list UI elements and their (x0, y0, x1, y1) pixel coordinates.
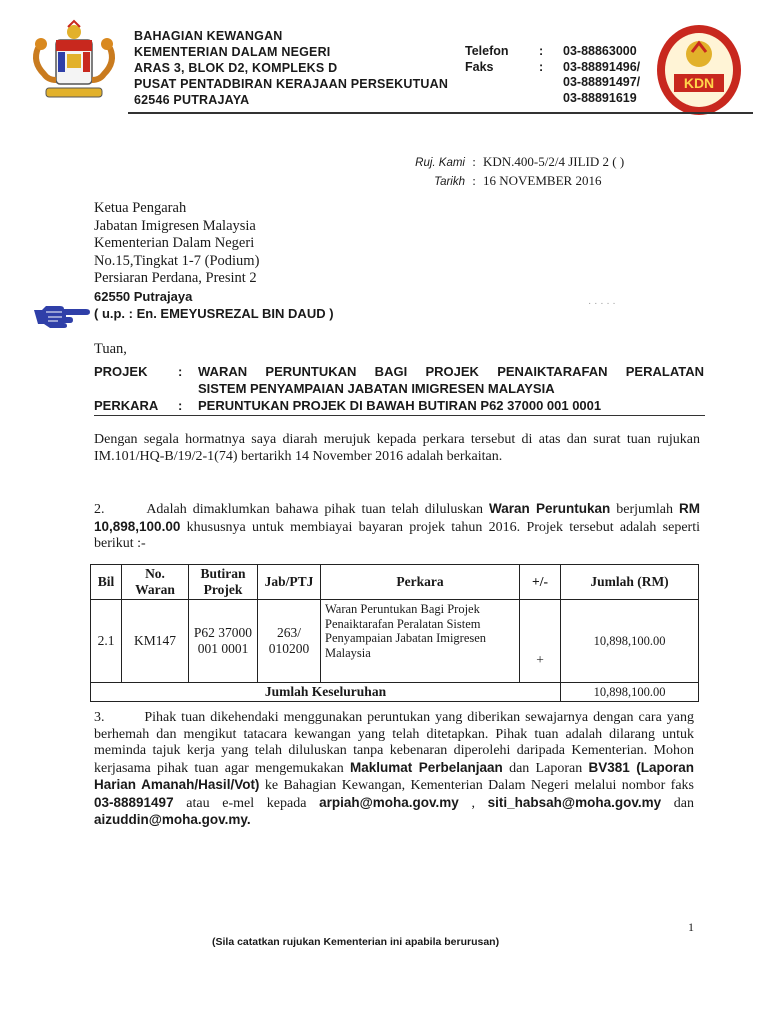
paragraph-number: 3. (94, 710, 105, 725)
faks-value: 03-88891619 (563, 90, 637, 105)
table-row (91, 600, 699, 683)
waran-table (90, 564, 699, 702)
colon: : (178, 398, 183, 413)
column-header: No. Waran (122, 565, 189, 600)
subject-divider (94, 415, 705, 416)
amount-text: RM 10,898,100.00 (94, 501, 700, 534)
email-address: aizuddin@moha.gov.my. (94, 812, 251, 827)
recipient-line: Ketua Pengarah (94, 200, 187, 216)
fax-number: 03-88891497 (94, 794, 174, 810)
projek-label: PROJEK (94, 364, 148, 379)
address-line: PUSAT PENTADBIRAN KERAJAAN PERSEKUTUAN (134, 77, 449, 91)
cell-no-waran: KM147 (122, 600, 189, 683)
footer-note: (Sila catatkan rujukan Kementerian ini apabila berurusan) (212, 936, 500, 948)
paragraph-text: , (458, 795, 488, 811)
colon: : (539, 44, 544, 58)
ruj-kami-label: Ruj. Kami (415, 157, 465, 169)
address-line: ARAS 3, BLOK D2, KOMPLEKS D (134, 61, 338, 75)
recipient-attention: ( u.p. : En. EMEYUSREZAL BIN DAUD ) (94, 306, 334, 321)
paragraph-text: dan Laporan (502, 760, 589, 776)
column-header: Jumlah (RM) (561, 565, 699, 600)
letterhead-address (134, 28, 448, 108)
address-line: KEMENTERIAN DALAM NEGERI (134, 45, 331, 59)
paragraph-text: atau e-mel kepada (173, 795, 320, 811)
perkara-label: PERKARA (94, 398, 159, 413)
total-value: 10,898,100.00 (561, 683, 699, 702)
total-label: Jumlah Keseluruhan (91, 683, 561, 702)
kdn-logo-text: KDN (683, 75, 715, 91)
cell-butiran: P62 37000 001 0001 (189, 600, 258, 683)
paragraph-text: khususnya untuk membiayai bayaran projek tahun 2016. Projek tersebut adalah seperti berikut :- (94, 519, 700, 551)
paragraph-text: ke Bahagian Kewangan, Kementerian Dalam Negeri melalui nombor faks (259, 778, 694, 793)
colon: : (539, 59, 544, 74)
tarikh-value: 16 NOVEMBER 2016 (483, 173, 602, 188)
projek-line-2: SISTEM PENYAMPAIAN JABATAN IMIGRESEN MALAYSIA (198, 381, 555, 396)
header-divider (128, 112, 753, 114)
paragraph-2 (94, 501, 700, 553)
faks-value: 03-88891496/ (563, 59, 641, 74)
subject-block (94, 363, 704, 414)
recipient-address (94, 200, 334, 323)
page-number: 1 (688, 920, 694, 934)
paragraph-text: dan (661, 795, 694, 811)
table-total-row (91, 683, 699, 702)
paragraph-text: Adalah dimaklumkan bahawa pihak tuan telah diluluskan (146, 502, 490, 517)
email-address: arpiah@moha.gov.my (319, 794, 459, 810)
recipient-line: Persiaran Perdana, Presint 2 (94, 270, 257, 286)
column-header: +/- (520, 565, 561, 600)
perkara-value: PERUNTUKAN PROJEK DI BAWAH BUTIRAN P62 37000 001 0001 (198, 398, 602, 413)
recipient-line: No.15,Tingkat 1-7 (Podium) (94, 252, 260, 269)
scan-mark: · · · · · (588, 298, 616, 309)
cell-jab-ptj: 263/ 010200 (258, 600, 321, 683)
faks-value: 03-88891497/ (563, 75, 641, 89)
reference-block: Ruj. Kami : KDN.400-5/2/4 JILID 2 ( ) Tarikh : 16 NOVEMBER 2016 (405, 153, 624, 191)
column-header: Bil (91, 565, 122, 600)
cell-perkara: Waran Peruntukan Bagi Projek Penaiktarafan Peralatan Sistem Penyampaian Jabatan Imigresen Malaysia (321, 600, 520, 683)
column-header: Butiran Projek (189, 565, 258, 600)
column-header: Jab/PTJ (258, 565, 321, 600)
paragraph-number: 2. (94, 502, 105, 517)
kdn-logo-icon (654, 22, 744, 118)
cell-sign: + (520, 600, 561, 683)
paragraph-text: berjumlah (610, 502, 679, 517)
paragraph-1: Dengan segala hormatnya saya diarah merujuk kepada perkara tersebut di atas dan surat tuan rujukan IM.101/HQ-B/19/2-1(74) bertarikh 14 November 2016 adalah berkaitan. (94, 432, 700, 464)
cell-jumlah: 10,898,100.00 (561, 600, 699, 683)
pointing-hand-icon (32, 302, 92, 328)
address-line: BAHAGIAN KEWANGAN (134, 29, 283, 43)
recipient-line: Kementerian Dalam Negeri (94, 235, 255, 251)
letterhead-contact (465, 44, 640, 106)
emphasis-text: Waran Peruntukan (489, 501, 611, 516)
ruj-kami-value: KDN.400-5/2/4 JILID 2 ( ) (483, 154, 625, 169)
recipient-line: Jabatan Imigresen Malaysia (94, 217, 256, 234)
column-header: Perkara (321, 565, 520, 600)
telefon-label: Telefon (465, 44, 509, 58)
telefon-value: 03-88863000 (563, 44, 637, 58)
table-header-row (91, 565, 699, 600)
paragraph-text: Pihak tuan dikehendaki menggunakan peruntukan yang diberikan sewajarnya dengan cara yang berhemah dan mengikut tatacara kewangan yang telah ditetapkan. Pihak tuan adalah dilarang untuk meminda tajuk kerja yang telah diluluskan tanpa kebenaran diperolehi daripada Kementerian. Mohon kerjasama pihak tuan agar mengemukakan (94, 710, 694, 776)
emphasis-text: BV381 (Laporan Harian Amanah/Hasil/Vot) (94, 759, 694, 792)
email-address: siti_habsah@moha.gov.my (487, 794, 662, 810)
tarikh-label: Tarikh (434, 176, 465, 188)
paragraph-3 (94, 710, 694, 830)
faks-label: Faks (465, 59, 494, 74)
address-line: 62546 PUTRAJAYA (134, 93, 250, 107)
emphasis-text: Maklumat Perbelanjaan (349, 759, 503, 775)
projek-line-1: WARAN PERUNTUKAN BAGI PROJEK PENAIKTARAFAN PERALATAN (198, 364, 704, 379)
salutation: Tuan, (94, 341, 127, 357)
malaysia-coat-of-arms-icon (28, 18, 120, 106)
recipient-city: 62550 Putrajaya (94, 288, 193, 304)
colon: : (178, 364, 183, 379)
cell-bil: 2.1 (91, 600, 122, 683)
